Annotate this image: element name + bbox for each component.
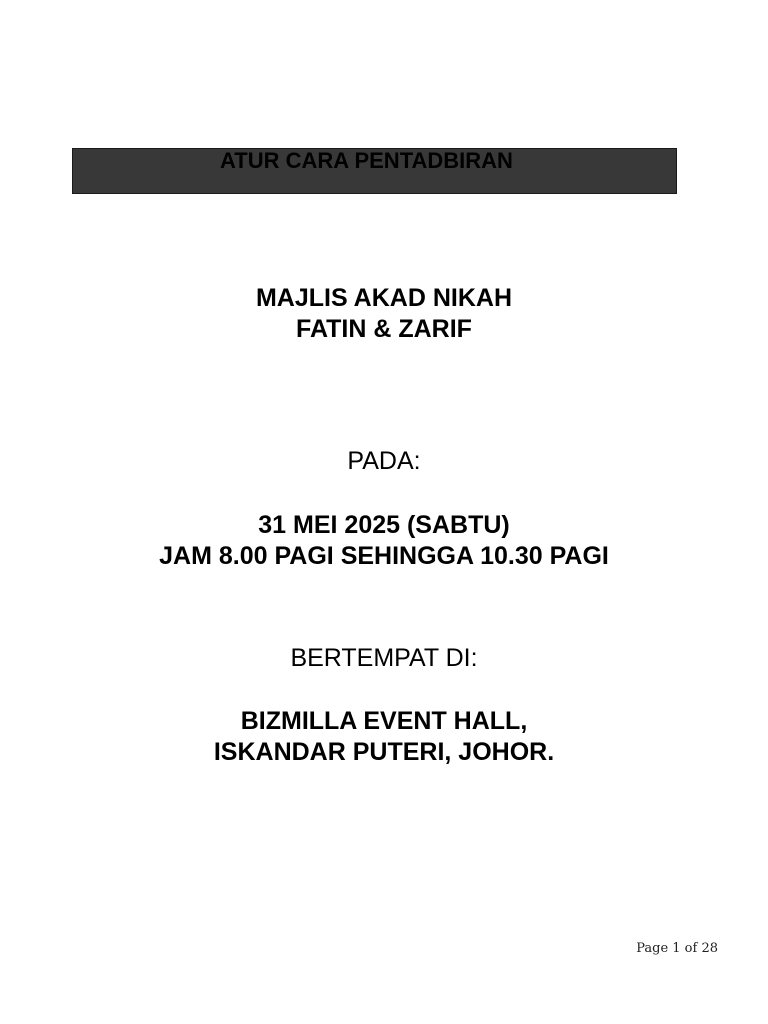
venue-location: ISKANDAR PUTERI, JOHOR. xyxy=(213,738,555,766)
event-date: 31 MEI 2025 (SABTU) xyxy=(258,511,510,539)
couple-names: FATIN & ZARIF xyxy=(296,315,472,343)
title-bar xyxy=(72,148,677,194)
date-label: PADA: xyxy=(347,447,421,475)
venue-label-block xyxy=(0,643,768,674)
event-time: JAM 8.00 PAGI SEHINGGA 10.30 PAGI xyxy=(159,542,609,570)
venue-label: BERTEMPAT DI: xyxy=(290,644,478,672)
date-label-block xyxy=(0,446,768,477)
venue-details xyxy=(0,706,768,768)
venue-name: BIZMILLA EVENT HALL, xyxy=(240,707,528,735)
event-heading xyxy=(0,283,768,345)
page-number: Page 1 of 28 xyxy=(636,941,718,956)
event-name: MAJLIS AKAD NIKAH xyxy=(255,284,513,312)
date-details xyxy=(0,510,768,572)
document-title: ATUR CARA PENTADBIRAN xyxy=(220,148,513,173)
